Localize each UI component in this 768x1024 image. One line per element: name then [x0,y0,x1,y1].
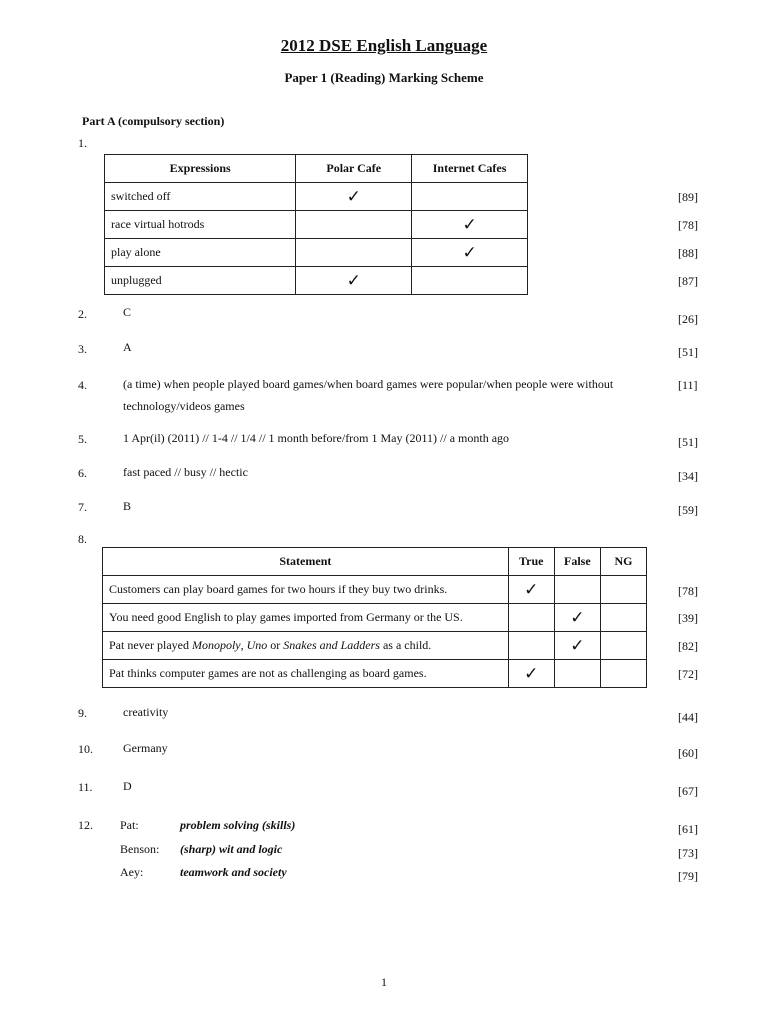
mark-reference: [51] [678,345,698,359]
answer-text: (sharp) wit and logic [180,842,283,856]
check-icon [600,632,646,660]
check-icon [412,183,528,211]
question-number: 2. [78,307,87,321]
mark-reference: [26] [678,312,698,326]
mark-reference: [59] [678,503,698,517]
question-number: 4. [78,378,87,392]
table-row [105,183,528,211]
question-number: 5. [78,432,87,446]
check-icon: ✓ [508,660,554,688]
table-header: Expressions [105,155,296,183]
table-header: NG [600,548,646,576]
mark-reference: [34] [678,469,698,483]
expression-cell: unplugged [105,267,296,295]
mark-reference: [87] [678,274,698,288]
table-row [105,211,528,239]
check-icon: ✓ [296,183,412,211]
answer-text: Germany [123,741,168,755]
check-icon: ✓ [508,576,554,604]
check-icon [600,576,646,604]
expression-cell: play alone [105,239,296,267]
mark-reference: [78] [678,584,698,598]
question-number: 3. [78,342,87,356]
speaker-label: Aey: [120,865,144,879]
mark-reference: [79] [678,869,698,883]
statement-text: or [267,638,284,652]
statement-text: , [240,638,247,652]
check-icon [412,267,528,295]
answer-text: D [123,779,132,793]
mark-reference: [73] [678,846,698,860]
game-title: Snakes and Ladders [283,638,380,652]
game-title: Monopoly [191,638,241,652]
mark-reference: [51] [678,435,698,449]
table-row [103,660,647,688]
question-number: 8. [78,532,87,546]
statement-cell: Customers can play board games for two hours if they buy two drinks. [103,576,509,604]
mark-reference: [82] [678,639,698,653]
statement-text: as a child. [379,638,432,652]
table-header: Internet Cafes [412,155,528,183]
question-number: 10. [78,742,93,756]
q8-table [102,547,647,688]
answer-text: fast paced // busy // hectic [123,465,248,479]
question-number: 12. [78,818,93,832]
mark-reference: [72] [678,667,698,681]
mark-reference: [39] [678,611,698,625]
check-icon: ✓ [296,267,412,295]
answer-text: creativity [123,705,169,719]
mark-reference: [67] [678,784,698,798]
table-row [105,239,528,267]
table-header: True [508,548,554,576]
mark-reference: [60] [678,746,698,760]
table-row [105,267,528,295]
section-heading: Part A (compulsory section) [82,114,225,128]
question-number: 11. [78,780,93,794]
check-icon: ✓ [554,604,600,632]
game-title: Uno [246,638,268,652]
table-row [103,604,647,632]
check-icon [600,604,646,632]
expression-cell: switched off [105,183,296,211]
speaker-label: Benson: [120,842,160,856]
mark-reference: [89] [678,190,698,204]
page-number: 1 [381,975,387,989]
table-row [103,632,647,660]
statement-cell: Pat thinks computer games are not as challenging as board games. [103,660,509,688]
mark-reference: [11] [678,378,698,392]
answer-text: teamwork and society [180,865,287,879]
table-row [103,576,647,604]
table-header: False [554,548,600,576]
check-icon [508,604,554,632]
statement-text: Pat never played [109,638,192,652]
mark-reference: [44] [678,710,698,724]
table-header: Statement [103,548,509,576]
page-subtitle: Paper 1 (Reading) Marking Scheme [284,70,484,85]
question-number: 9. [78,706,87,720]
table-header: Polar Cafe [296,155,412,183]
page-title: 2012 DSE English Language [280,36,488,55]
answer-text: problem solving (skills) [180,818,296,832]
check-icon [296,211,412,239]
check-icon [296,239,412,267]
check-icon [508,632,554,660]
statement-cell [103,632,509,660]
statement-cell: You need good English to play games imported from Germany or the US. [103,604,509,632]
mark-reference: [61] [678,822,698,836]
check-icon [600,660,646,688]
speaker-label: Pat: [120,818,139,832]
expression-cell: race virtual hotrods [105,211,296,239]
check-icon [554,660,600,688]
question-number: 7. [78,500,87,514]
question-number: 1. [78,136,87,150]
check-icon [554,576,600,604]
mark-reference: [88] [678,246,698,260]
answer-text: (a time) when people played board games/when board games were popular/when people were without technology/videos games [123,377,614,413]
answer-text: 1 Apr(il) (2011) // 1-4 // 1/4 // 1 month before/from 1 May (2011) // a month ago [123,431,510,445]
question-number: 6. [78,466,87,480]
answer-text: B [123,499,132,513]
check-icon: ✓ [412,239,528,267]
q1-table [104,154,528,295]
answer-text: A [123,340,132,354]
mark-reference: [78] [678,218,698,232]
answer-text: C [123,305,132,319]
check-icon: ✓ [554,632,600,660]
check-icon: ✓ [412,211,528,239]
